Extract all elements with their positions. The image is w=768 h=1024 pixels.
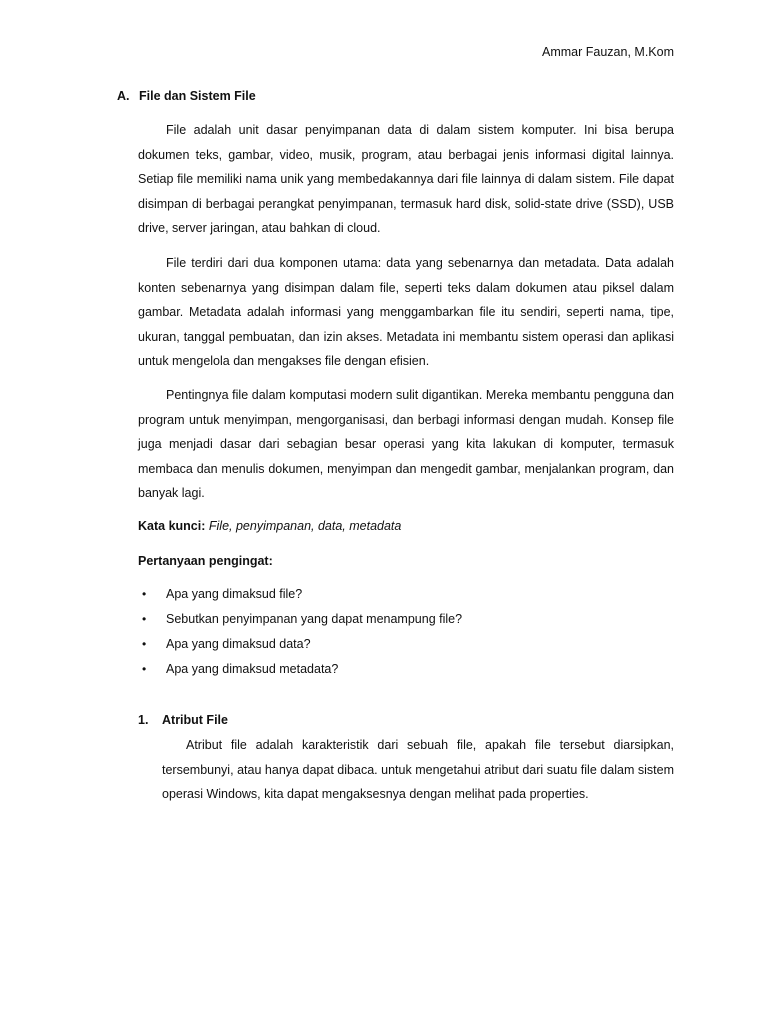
question-text: Apa yang dimaksud data? xyxy=(166,637,311,651)
bullet-icon: • xyxy=(142,637,147,651)
list-item xyxy=(138,585,462,610)
question-text: Apa yang dimaksud file? xyxy=(166,587,303,601)
section-heading xyxy=(117,87,256,105)
question-text: Apa yang dimaksud metadata? xyxy=(166,662,339,676)
paragraph-3 xyxy=(138,383,674,506)
section-title: File dan Sistem File xyxy=(139,89,256,103)
keywords-line xyxy=(138,517,401,535)
bullet-icon: • xyxy=(142,587,147,601)
subsection-body xyxy=(162,733,674,807)
keywords-value: File, penyimpanan, data, metadata xyxy=(208,519,402,533)
subsection-number: 1. xyxy=(138,713,149,727)
keywords-label: Kata kunci: xyxy=(138,519,206,533)
questions-label: Pertanyaan pengingat: xyxy=(138,554,273,568)
author-name: Ammar Fauzan, M.Kom xyxy=(542,45,674,59)
list-item xyxy=(138,610,462,635)
paragraph-text: Pentingnya file dalam komputasi modern sulit digantikan. Mereka membantu pengguna dan program untuk menyimpan, mengorganisasi, dan berbagi informasi dengan mudah. Konsep file juga menjadi dasar dari sebagian besar operasi yang kita lakukan di komputer, termasuk membaca dan menulis dokumen, menyimpan dan mengedit gambar, menjalankan program, dan banyak lagi. xyxy=(138,388,674,501)
list-item xyxy=(138,635,462,660)
bullet-icon: • xyxy=(142,612,147,626)
paragraph-text: File terdiri dari dua komponen utama: data yang sebenarnya dan metadata. Data adalah konten sebenarnya yang disimpan dalam file, seperti teks dalam dokumen atau piksel dalam gambar. Metadata adalah informasi yang menggambarkan file itu sendiri, seperti nama, tipe, ukuran, tanggal pembuatan, dan izin akses. Metadata ini membantu sistem operasi dan aplikasi untuk mengelola dan mengakses file dengan efisien. xyxy=(138,256,674,369)
paragraph-text: File adalah unit dasar penyimpanan data di dalam sistem komputer. Ini bisa berupa dokumen teks, gambar, video, musik, program, atau berbagai jenis informasi digital lainnya. Setiap file memiliki nama unik yang membedakannya dari file lainnya di dalam sistem. File dapat disimpan di berbagai perangkat penyimpanan, termasuk hard disk, solid-state drive (SSD), USB drive, server jaringan, atau bahkan di cloud. xyxy=(138,123,674,236)
questions-list xyxy=(138,585,462,685)
section-letter: A. xyxy=(117,89,130,103)
subsection-title: Atribut File xyxy=(162,713,228,727)
paragraph-1 xyxy=(138,118,674,241)
paragraph-2 xyxy=(138,251,674,374)
subsection-paragraph: Atribut file adalah karakteristik dari sebuah file, apakah file tersebut diarsipkan, tersembunyi, atau hanya dapat dibaca. untuk mengetahui atribut dari suatu file dalam sistem operasi Windows, kita dapat mengaksesnya dengan melihat pada properties. xyxy=(162,738,674,802)
bullet-icon: • xyxy=(142,662,147,676)
question-text: Sebutkan penyimpanan yang dapat menampung file? xyxy=(166,612,463,626)
subsection-heading xyxy=(138,711,228,729)
list-item xyxy=(138,660,462,685)
